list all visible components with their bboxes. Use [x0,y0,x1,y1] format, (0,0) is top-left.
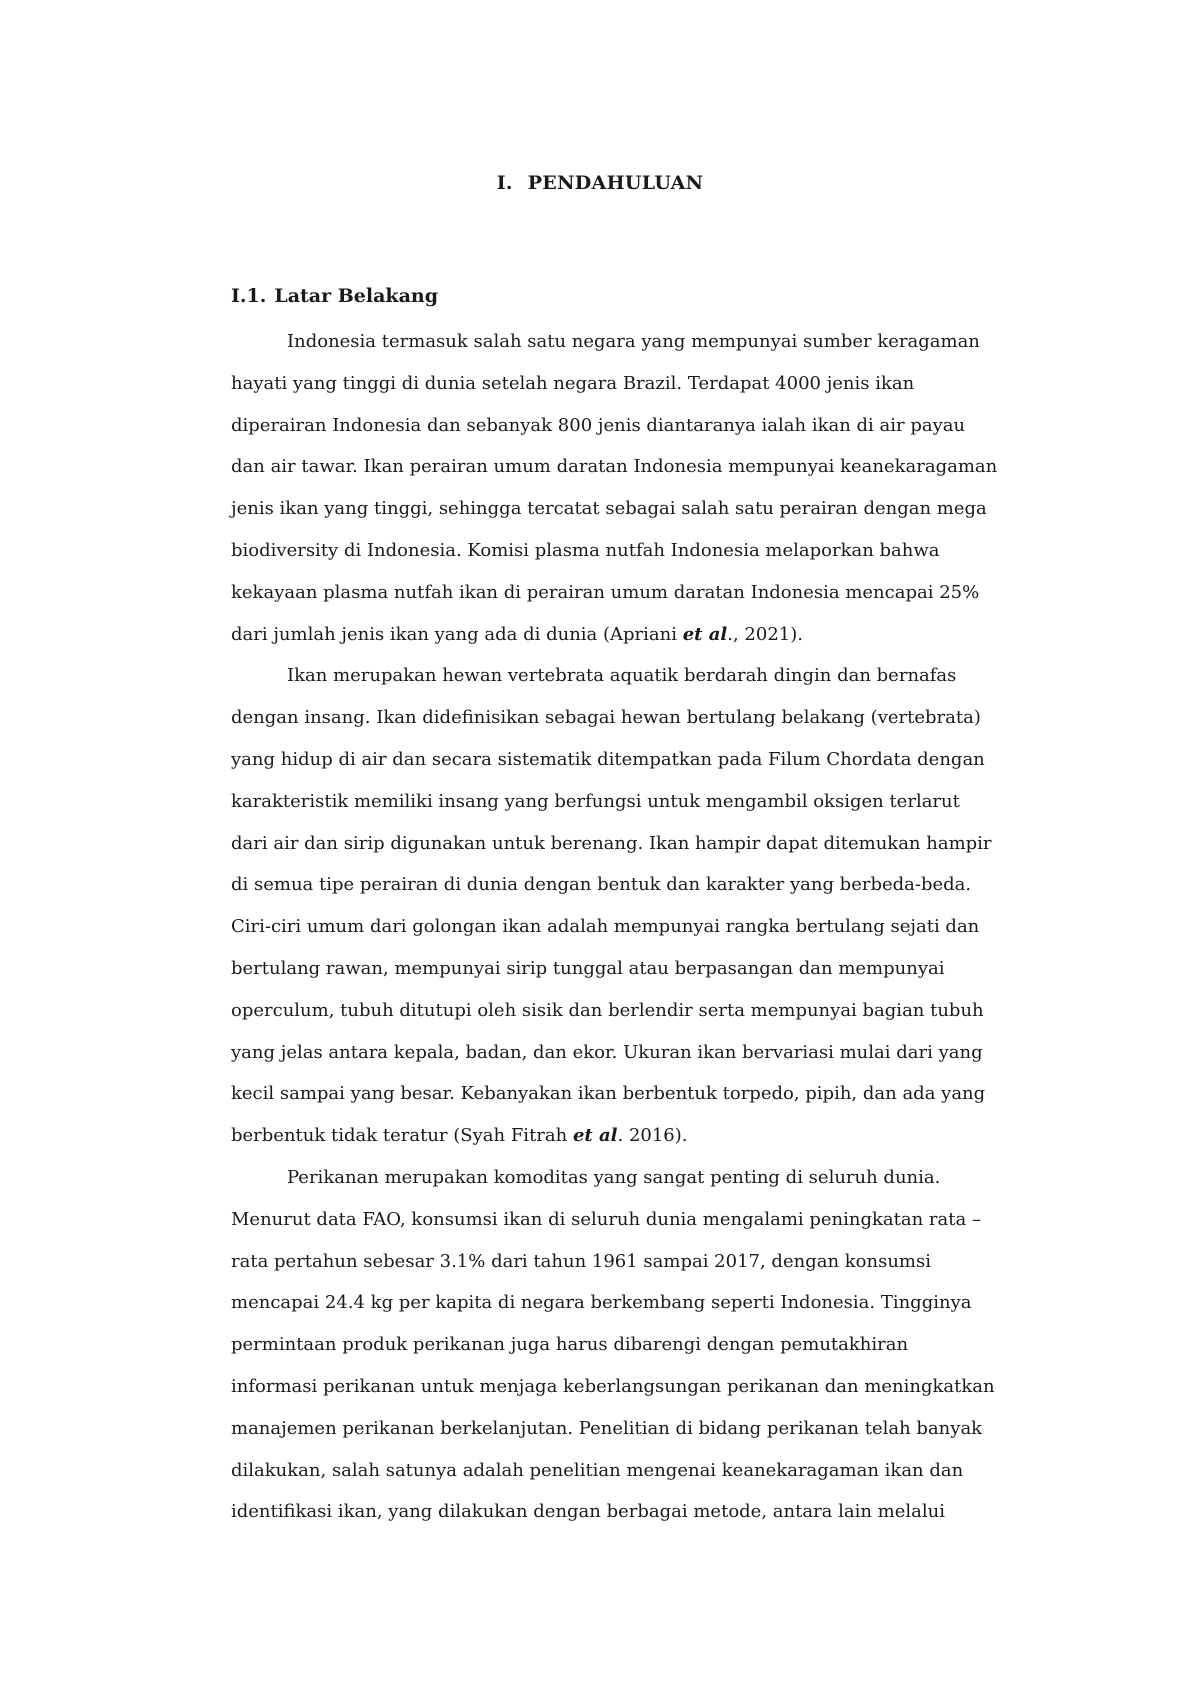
text-line: hayati yang tinggi di dunia setelah negara Brazil. Terdapat 4000 jenis ikan [231,372,915,394]
text-line: Indonesia termasuk salah satu negara yang mempunyai sumber keragaman [287,331,980,352]
text-line: bertulang rawan, mempunyai sirip tunggal atau berpasangan dan mempunyai [231,957,945,979]
text-line: jenis ikan yang tinggi, sehingga tercatat sebagai salah satu perairan dengan mega [231,498,987,520]
text-line: identifikasi ikan, yang dilakukan dengan berbagai metode, antara lain melalui [231,1501,945,1523]
text-segment: dari jumlah jenis ikan yang ada di dunia (Apriani [231,623,683,645]
citation-et-al: et al [682,623,728,645]
text-line: Perikanan merupakan komoditas yang sangat penting di seluruh dunia. [287,1166,941,1188]
text-line-with-citation [231,614,1037,656]
chapter-title-text: PENDAHULUAN [527,172,704,194]
chapter-number: I. [496,172,513,194]
section-title: Latar Belakang [274,285,438,307]
text-line: kecil sampai yang besar. Kebanyakan ikan berbentuk torpedo, pipih, dan ada yang [231,1083,986,1105]
section-number: I.1. [231,285,267,307]
text-line: Ikan merupakan hewan vertebrata aquatik berdarah dingin dan bernafas [287,665,957,687]
section-heading [231,285,438,307]
text-line: informasi perikanan untuk menjaga keberlangsungan perikanan dan meningkatkan [231,1375,995,1397]
text-line: diperairan Indonesia dan sebanyak 800 jenis diantaranya ialah ikan di air payau [231,414,966,436]
citation-et-al: et al [572,1125,618,1147]
text-line: dilakukan, salah satunya adalah penelitian mengenai keanekaragaman ikan dan [231,1459,964,1481]
text-segment: . 2016). [617,1125,688,1147]
text-line: mencapai 24.4 kg per kapita di negara berkembang seperti Indonesia. Tingginya [231,1292,972,1314]
text-line: Menurut data FAO, konsumsi ikan di seluruh dunia mengalami peningkatan rata – [231,1208,981,1230]
text-line: rata pertahun sebesar 3.1% dari tahun 1961 sampai 2017, dengan konsumsi [231,1250,931,1272]
text-segment: ., 2021). [727,623,803,645]
text-line: manajemen perikanan berkelanjutan. Penelitian di bidang perikanan telah banyak [231,1417,983,1439]
text-line-with-citation [231,1115,1037,1157]
text-line: karakteristik memiliki insang yang berfungsi untuk mengambil oksigen terlarut [231,790,960,812]
text-line: yang hidup di air dan secara sistematik ditempatkan pada Filum Chordata dengan [231,748,985,770]
text-line: dari air dan sirip digunakan untuk berenang. Ikan hampir dapat ditemukan hampir [231,832,992,854]
text-line: dan air tawar. Ikan perairan umum daratan Indonesia mempunyai keanekaragaman [231,456,998,478]
text-line: di semua tipe perairan di dunia dengan bentuk dan karakter yang berbeda-beda. [231,874,972,896]
text-line: biodiversity di Indonesia. Komisi plasma nutfah Indonesia melaporkan bahwa [231,539,940,561]
text-line: operculum, tubuh ditutupi oleh sisik dan berlendir serta mempunyai bagian tubuh [231,999,984,1021]
text-line: Ciri-ciri umum dari golongan ikan adalah mempunyai rangka bertulang sejati dan [231,916,980,938]
text-line: yang jelas antara kepala, badan, dan ekor. Ukuran ikan bervariasi mulai dari yang [231,1041,983,1063]
text-line: kekayaan plasma nutfah ikan di perairan umum daratan Indonesia mencapai 25% [231,581,980,603]
text-line: dengan insang. Ikan didefinisikan sebagai hewan bertulang belakang (vertebrata) [231,707,981,729]
text-line: permintaan produk perikanan juga harus dibarengi dengan pemutakhiran [231,1334,909,1356]
chapter-title [0,172,1200,194]
body-text [231,321,1037,1533]
text-segment: berbentuk tidak teratur (Syah Fitrah [231,1125,573,1147]
